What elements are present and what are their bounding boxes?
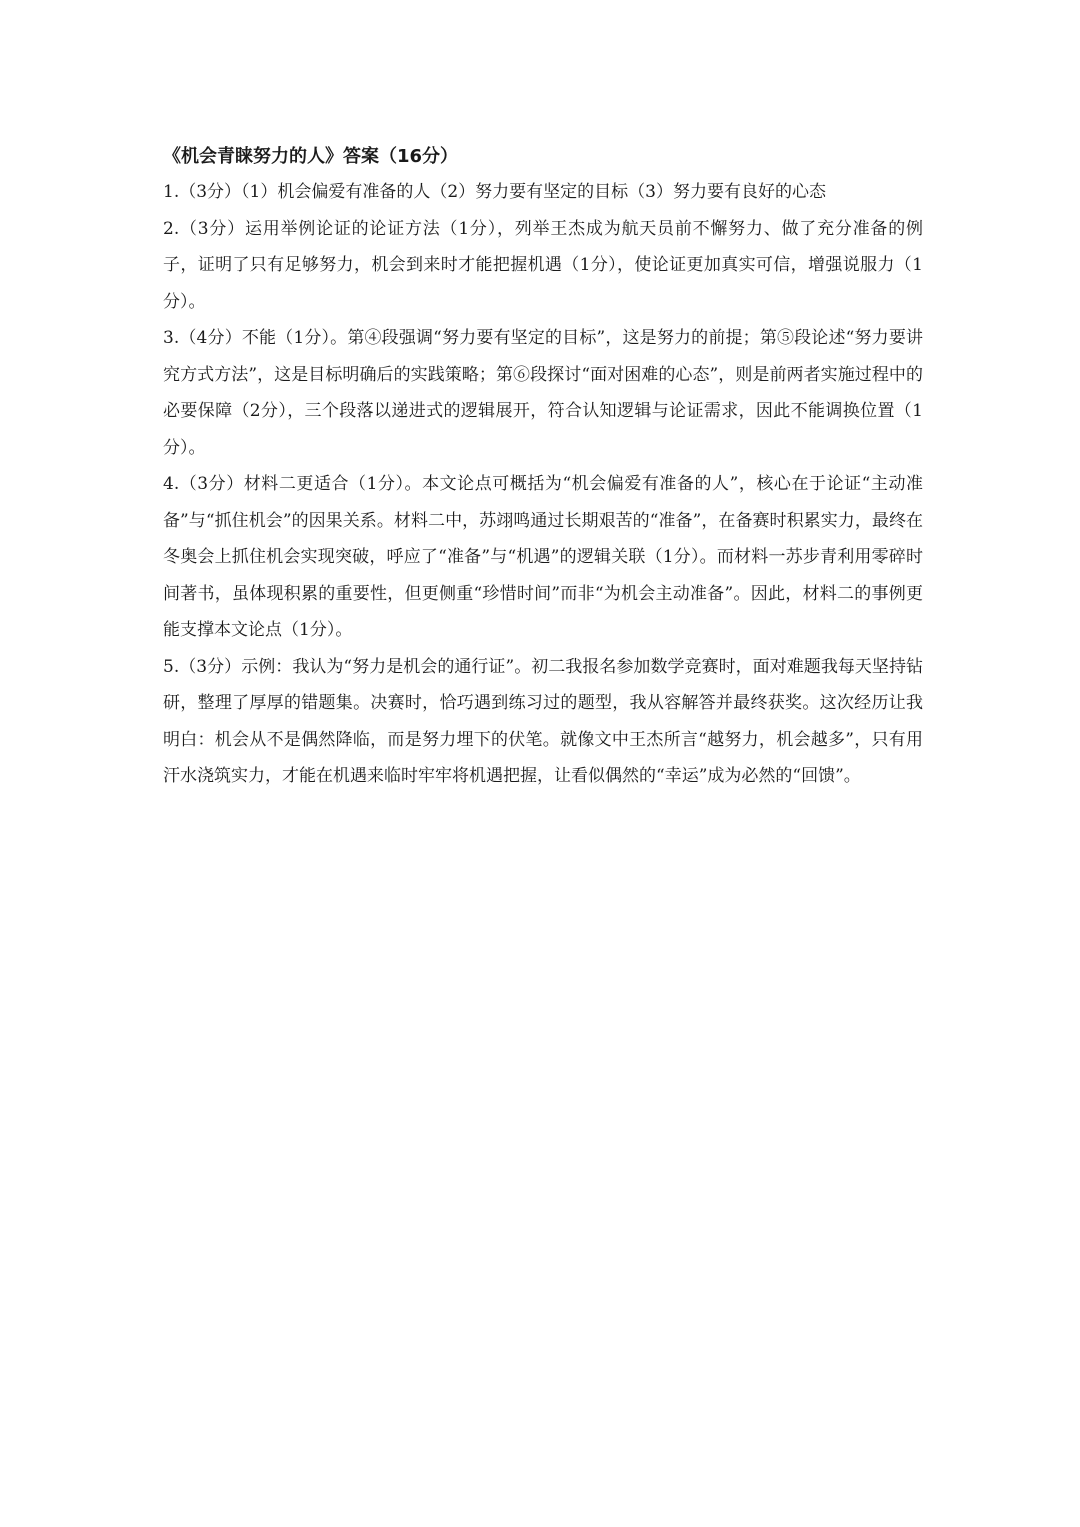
answer-item-1: 1.（3分）（1）机会偏爱有准备的人（2）努力要有坚定的目标（3）努力要有良好的心态 — [163, 182, 826, 202]
document-title: 《机会青睐努力的人》答案（16分） — [163, 146, 459, 167]
answer-item-4: 4.（3分）材料二更适合（1分）。本文论点可概括为“机会偏爱有准备的人”，核心在于论证“主动准备”与“抓住机会”的因果关系。材料二中，苏翊鸣通过长期艰苦的“准备”，在备赛时积累实力，最终在冬奥会上抓住机会实现突破，呼应了“准备”与“机遇”的逻辑关联（1分）。而材料一苏步青利用零碎时间著书，虽体现积累的重要性，但更侧重“珍惜时间”而非“为机会主动准备”。因此，材料二的事例更能支撑本文论点（1分）。 — [163, 474, 923, 640]
answer-item-3: 3.（4分）不能（1分）。第④段强调“努力要有坚定的目标”，这是努力的前提；第⑤段论述“努力要讲究方式方法”，这是目标明确后的实践策略；第⑥段探讨“面对困难的心态”，则是前两者实施过程中的必要保障（2分），三个段落以递进式的逻辑展开，符合认知逻辑与论证需求，因此不能调换位置（1分）。 — [163, 328, 923, 458]
answer-item-5: 5.（3分）示例：我认为“努力是机会的通行证”。初二我报名参加数学竞赛时，面对难题我每天坚持钻研，整理了厚厚的错题集。决赛时，恰巧遇到练习过的题型，我从容解答并最终获奖。这次经历让我明白：机会从不是偶然降临，而是努力埋下的伏笔。就像文中王杰所言“越努力，机会越多”，只有用汗水浇筑实力，才能在机遇来临时牢牢将机遇把握，让看似偶然的“幸运”成为必然的“回馈”。 — [163, 656, 923, 786]
answer-item-2: 2.（3分）运用举例论证的论证方法（1分），列举王杰成为航天员前不懈努力、做了充分准备的例子，证明了只有足够努力，机会到来时才能把握机遇（1分），使论证更加真实可信，增强说服力（1分）。 — [163, 218, 923, 312]
answer-section — [163, 140, 923, 795]
